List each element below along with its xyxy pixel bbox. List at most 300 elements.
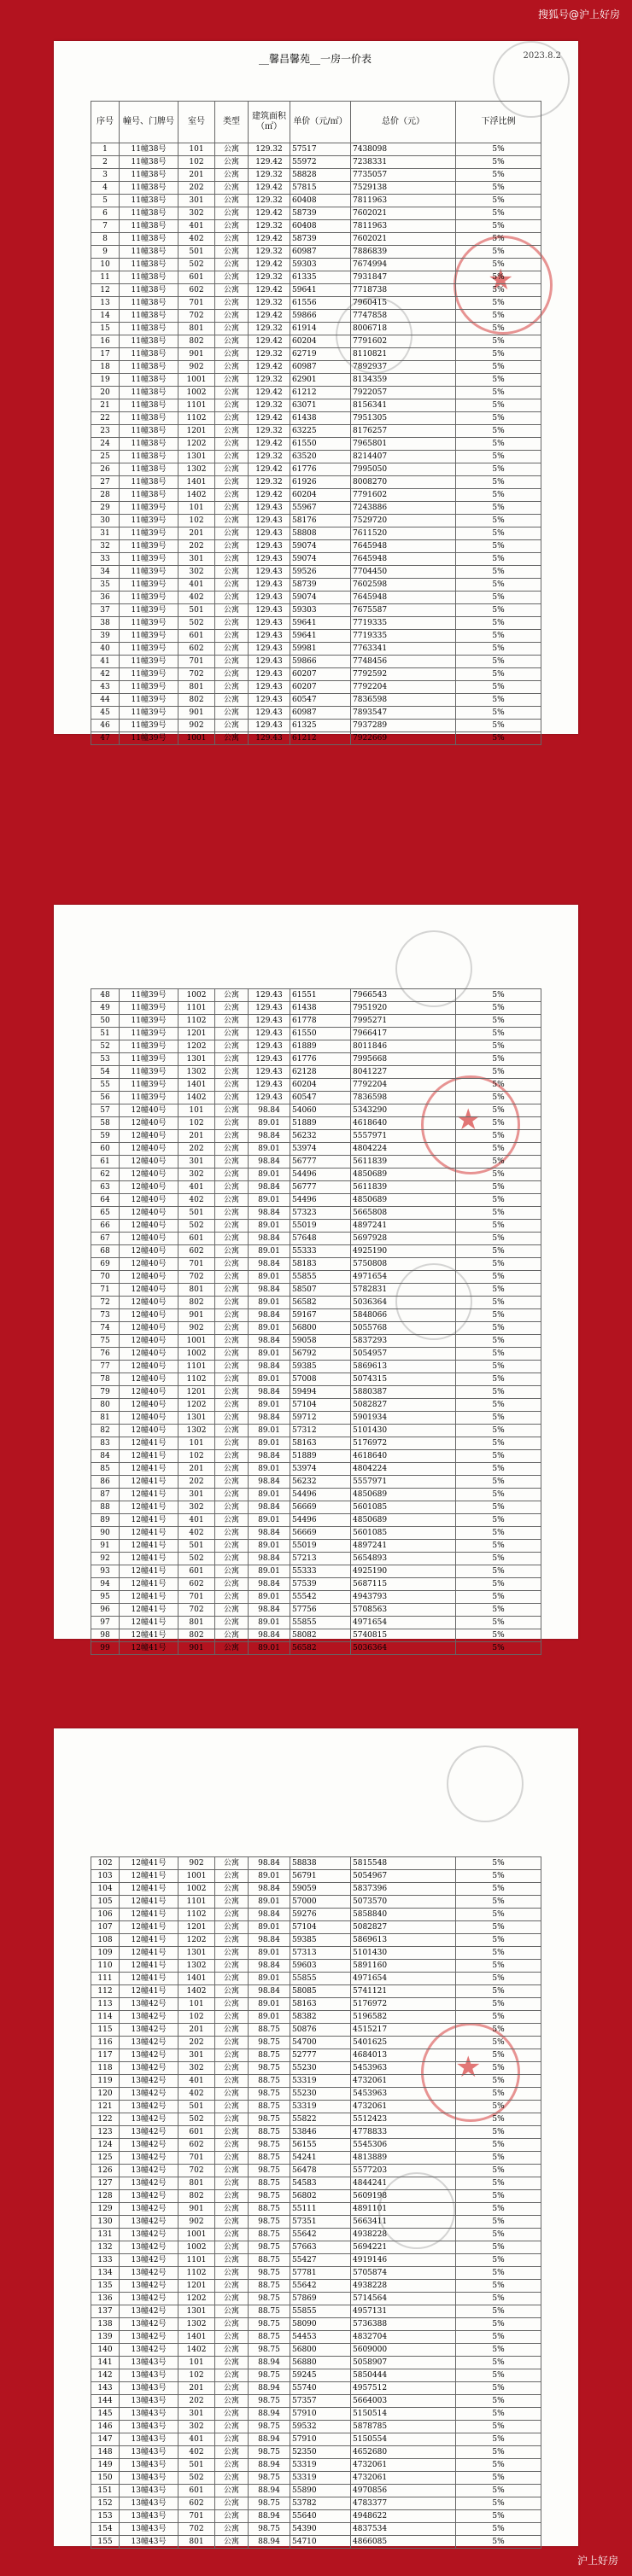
cell-area: 98.75 xyxy=(249,2139,290,2152)
cell-building: 12幢41号 xyxy=(120,1629,178,1642)
cell-building: 11幢39号 xyxy=(120,553,178,566)
cell-type: 公寓 xyxy=(215,1092,249,1104)
cell-total-price: 5665808 xyxy=(351,1207,456,1220)
cell-total-price: 7791602 xyxy=(351,489,456,502)
cell-discount: 5% xyxy=(456,2113,541,2126)
cell-total-price: 4732061 xyxy=(351,2459,456,2472)
cell-building: 13幢42号 xyxy=(120,2024,178,2037)
cell-discount: 5% xyxy=(456,2075,541,2088)
cell-room: 1401 xyxy=(178,2331,215,2344)
cell-area: 98.84 xyxy=(249,1909,290,1921)
cell-building: 12幢41号 xyxy=(120,1476,178,1489)
cell-building: 13幢42号 xyxy=(120,2088,178,2101)
document-title: __馨昌馨苑__一房一价表 xyxy=(259,53,372,65)
cell-type: 公寓 xyxy=(215,2241,249,2254)
cell-index: 129 xyxy=(91,2203,120,2216)
cell-index: 83 xyxy=(91,1437,120,1450)
cell-type: 公寓 xyxy=(215,476,249,489)
cell-building: 11幢38号 xyxy=(120,412,178,425)
cell-total-price: 5878785 xyxy=(351,2421,456,2433)
cell-building: 13幢43号 xyxy=(120,2497,178,2510)
cell-area: 129.43 xyxy=(249,515,290,527)
cell-index: 39 xyxy=(91,630,120,643)
cell-total-price: 4837534 xyxy=(351,2523,456,2536)
cell-area: 98.84 xyxy=(249,1883,290,1896)
cell-building: 11幢38号 xyxy=(120,156,178,169)
table-row xyxy=(91,1909,541,1921)
cell-room: 402 xyxy=(178,2088,215,2101)
cell-building: 12幢40号 xyxy=(120,1117,178,1130)
cell-area: 89.01 xyxy=(249,1591,290,1604)
cell-discount: 5% xyxy=(456,271,541,284)
cell-discount: 5% xyxy=(456,502,541,515)
cell-area: 129.42 xyxy=(249,438,290,451)
cell-type: 公寓 xyxy=(215,310,249,323)
cell-discount: 5% xyxy=(456,1002,541,1015)
cell-room: 502 xyxy=(178,1553,215,1565)
cell-room: 1302 xyxy=(178,2318,215,2331)
cell-total-price: 4618640 xyxy=(351,1450,456,1463)
cell-type: 公寓 xyxy=(215,2113,249,2126)
cell-type: 公寓 xyxy=(215,246,249,259)
cell-type: 公寓 xyxy=(215,668,249,681)
cell-area: 129.42 xyxy=(249,463,290,476)
cell-unit-price: 58183 xyxy=(290,1258,351,1271)
cell-room: 101 xyxy=(178,2357,215,2369)
cell-discount: 5% xyxy=(456,2139,541,2152)
table-row xyxy=(91,515,541,527)
cell-total-price: 7645948 xyxy=(351,553,456,566)
cell-area: 98.75 xyxy=(249,2241,290,2254)
cell-index: 84 xyxy=(91,1450,120,1463)
cell-discount: 5% xyxy=(456,1335,541,1348)
cell-index: 25 xyxy=(91,451,120,463)
cell-index: 43 xyxy=(91,681,120,694)
cell-discount: 5% xyxy=(456,1909,541,1921)
cell-type: 公寓 xyxy=(215,1896,249,1909)
cell-discount: 5% xyxy=(456,2472,541,2485)
cell-discount: 5% xyxy=(456,1896,541,1909)
cell-total-price: 5815548 xyxy=(351,1857,456,1870)
cell-area: 89.01 xyxy=(249,1399,290,1412)
cell-index: 59 xyxy=(91,1130,120,1143)
table-row xyxy=(91,246,541,259)
cell-type: 公寓 xyxy=(215,425,249,438)
cell-total-price: 7238331 xyxy=(351,156,456,169)
cell-room: 602 xyxy=(178,1245,215,1258)
cell-total-price: 4948622 xyxy=(351,2510,456,2523)
cell-building: 12幢40号 xyxy=(120,1194,178,1207)
cell-building: 11幢39号 xyxy=(120,1002,178,1015)
table-row xyxy=(91,1973,541,1985)
cell-discount: 5% xyxy=(456,1476,541,1489)
cell-unit-price: 55542 xyxy=(290,1591,351,1604)
cell-building: 12幢40号 xyxy=(120,1335,178,1348)
cell-index: 112 xyxy=(91,1985,120,1998)
cell-building: 11幢39号 xyxy=(120,1092,178,1104)
table-row xyxy=(91,2472,541,2485)
cell-building: 12幢41号 xyxy=(120,1604,178,1617)
cell-total-price: 8214407 xyxy=(351,451,456,463)
cell-index: 21 xyxy=(91,399,120,412)
cell-index: 102 xyxy=(91,1857,120,1870)
cell-room: 1001 xyxy=(178,1335,215,1348)
cell-discount: 5% xyxy=(456,1960,541,1973)
cell-building: 13幢42号 xyxy=(120,2229,178,2241)
cell-index: 86 xyxy=(91,1476,120,1489)
cell-unit-price: 61550 xyxy=(290,438,351,451)
cell-unit-price: 59385 xyxy=(290,1361,351,1373)
table-row xyxy=(91,1271,541,1284)
table-row xyxy=(91,579,541,592)
cell-type: 公寓 xyxy=(215,1514,249,1527)
cell-unit-price: 54583 xyxy=(290,2177,351,2190)
cell-index: 115 xyxy=(91,2024,120,2037)
cell-total-price: 4804224 xyxy=(351,1143,456,1156)
cell-building: 11幢39号 xyxy=(120,681,178,694)
cell-room: 1402 xyxy=(178,489,215,502)
cell-index: 70 xyxy=(91,1271,120,1284)
cell-building: 11幢38号 xyxy=(120,361,178,374)
cell-discount: 5% xyxy=(456,2024,541,2037)
cell-room: 1301 xyxy=(178,1947,215,1960)
cell-room: 902 xyxy=(178,2216,215,2229)
cell-area: 98.75 xyxy=(249,2113,290,2126)
cell-total-price: 5054957 xyxy=(351,1348,456,1361)
cell-room: 202 xyxy=(178,1476,215,1489)
cell-area: 129.43 xyxy=(249,1002,290,1015)
cell-unit-price: 60207 xyxy=(290,681,351,694)
table-row xyxy=(91,681,541,694)
cell-building: 11幢38号 xyxy=(120,463,178,476)
cell-discount: 5% xyxy=(456,1883,541,1896)
cell-area: 129.32 xyxy=(249,143,290,156)
cell-type: 公寓 xyxy=(215,1309,249,1322)
cell-area: 129.42 xyxy=(249,412,290,425)
cell-area: 89.01 xyxy=(249,1143,290,1156)
cell-index: 41 xyxy=(91,656,120,668)
cell-room: 702 xyxy=(178,310,215,323)
cell-room: 402 xyxy=(178,1527,215,1540)
cell-discount: 5% xyxy=(456,1245,541,1258)
table-row xyxy=(91,656,541,668)
cell-building: 12幢41号 xyxy=(120,1463,178,1476)
cell-room: 1201 xyxy=(178,425,215,438)
cell-building: 12幢41号 xyxy=(120,1934,178,1947)
cell-index: 133 xyxy=(91,2254,120,2267)
cell-discount: 5% xyxy=(456,1169,541,1181)
cell-building: 11幢38号 xyxy=(120,489,178,502)
cell-room: 202 xyxy=(178,1143,215,1156)
cell-discount: 5% xyxy=(456,1540,541,1553)
cell-index: 154 xyxy=(91,2523,120,2536)
table-row xyxy=(91,169,541,182)
cell-total-price: 5869613 xyxy=(351,1361,456,1373)
cell-room: 601 xyxy=(178,2126,215,2139)
cell-unit-price: 60987 xyxy=(290,361,351,374)
cell-area: 129.43 xyxy=(249,579,290,592)
table-row xyxy=(91,2485,541,2497)
cell-building: 11幢38号 xyxy=(120,323,178,335)
cell-type: 公寓 xyxy=(215,2497,249,2510)
cell-area: 88.75 xyxy=(249,2331,290,2344)
cell-unit-price: 58163 xyxy=(290,1437,351,1450)
cell-area: 129.32 xyxy=(249,374,290,387)
cell-type: 公寓 xyxy=(215,387,249,399)
cell-discount: 5% xyxy=(456,2126,541,2139)
cell-discount: 5% xyxy=(456,2101,541,2113)
cell-room: 602 xyxy=(178,2497,215,2510)
cell-discount: 5% xyxy=(456,553,541,566)
cell-discount: 5% xyxy=(456,1527,541,1540)
cell-type: 公寓 xyxy=(215,374,249,387)
cell-discount: 5% xyxy=(456,707,541,720)
cell-index: 37 xyxy=(91,604,120,617)
cell-building: 13幢42号 xyxy=(120,2126,178,2139)
cell-area: 89.01 xyxy=(249,1870,290,1883)
cell-room: 901 xyxy=(178,707,215,720)
cell-room: 701 xyxy=(178,2510,215,2523)
cell-type: 公寓 xyxy=(215,553,249,566)
cell-index: 118 xyxy=(91,2062,120,2075)
cell-discount: 5% xyxy=(456,1565,541,1578)
cell-total-price: 4618640 xyxy=(351,1117,456,1130)
cell-total-price: 5036364 xyxy=(351,1642,456,1655)
cell-type: 公寓 xyxy=(215,707,249,720)
cell-type: 公寓 xyxy=(215,1322,249,1335)
cell-unit-price: 57910 xyxy=(290,2408,351,2421)
table-row xyxy=(91,2075,541,2088)
cell-room: 401 xyxy=(178,579,215,592)
cell-area: 129.42 xyxy=(249,387,290,399)
cell-index: 18 xyxy=(91,361,120,374)
table-row xyxy=(91,1092,541,1104)
table-row xyxy=(91,2523,541,2536)
cell-index: 2 xyxy=(91,156,120,169)
cell-area: 98.75 xyxy=(249,2344,290,2357)
cell-discount: 5% xyxy=(456,182,541,195)
cell-room: 901 xyxy=(178,1642,215,1655)
table-row xyxy=(91,2049,541,2062)
cell-room: 801 xyxy=(178,2177,215,2190)
cell-total-price: 7922057 xyxy=(351,387,456,399)
cell-room: 102 xyxy=(178,2369,215,2382)
cell-discount: 5% xyxy=(456,2510,541,2523)
cell-total-price: 4938228 xyxy=(351,2229,456,2241)
table-row xyxy=(91,1934,541,1947)
cell-unit-price: 59866 xyxy=(290,310,351,323)
cell-type: 公寓 xyxy=(215,1117,249,1130)
cell-total-price: 7792204 xyxy=(351,1079,456,1092)
cell-building: 12幢41号 xyxy=(120,1565,178,1578)
cell-type: 公寓 xyxy=(215,1642,249,1655)
cell-total-price: 8176257 xyxy=(351,425,456,438)
table-row xyxy=(91,1883,541,1896)
cell-room: 1002 xyxy=(178,1348,215,1361)
cell-building: 11幢38号 xyxy=(120,451,178,463)
cell-total-price: 4515217 xyxy=(351,2024,456,2037)
cell-room: 1102 xyxy=(178,1373,215,1386)
cell-type: 公寓 xyxy=(215,451,249,463)
table-row xyxy=(91,1501,541,1514)
cell-area: 98.75 xyxy=(249,2497,290,2510)
cell-room: 501 xyxy=(178,1207,215,1220)
cell-total-price: 7995668 xyxy=(351,1053,456,1066)
cell-room: 1301 xyxy=(178,1053,215,1066)
table-row xyxy=(91,1207,541,1220)
cell-building: 12幢41号 xyxy=(120,1921,178,1934)
cell-unit-price: 55019 xyxy=(290,1220,351,1233)
cell-discount: 5% xyxy=(456,1591,541,1604)
cell-type: 公寓 xyxy=(215,1348,249,1361)
table-row xyxy=(91,1156,541,1169)
cell-type: 公寓 xyxy=(215,2216,249,2229)
header-room: 室号 xyxy=(178,102,215,143)
cell-index: 108 xyxy=(91,1934,120,1947)
cell-area: 98.75 xyxy=(249,2165,290,2177)
cell-total-price: 7792204 xyxy=(351,681,456,694)
cell-type: 公寓 xyxy=(215,489,249,502)
cell-discount: 5% xyxy=(456,2446,541,2459)
cell-type: 公寓 xyxy=(215,2267,249,2280)
cell-total-price: 4957512 xyxy=(351,2382,456,2395)
cell-building: 12幢40号 xyxy=(120,1130,178,1143)
cell-type: 公寓 xyxy=(215,1143,249,1156)
cell-discount: 5% xyxy=(456,1870,541,1883)
cell-unit-price: 57663 xyxy=(290,2241,351,2254)
cell-discount: 5% xyxy=(456,1028,541,1040)
cell-unit-price: 60987 xyxy=(290,246,351,259)
cell-index: 127 xyxy=(91,2177,120,2190)
cell-total-price: 7966417 xyxy=(351,1028,456,1040)
cell-area: 89.01 xyxy=(249,1437,290,1450)
cell-area: 98.84 xyxy=(249,1934,290,1947)
cell-total-price: 4844241 xyxy=(351,2177,456,2190)
cell-index: 72 xyxy=(91,1297,120,1309)
header-unit-price: 单价（元/㎡） xyxy=(290,102,351,143)
cell-unit-price: 61926 xyxy=(290,476,351,489)
cell-type: 公寓 xyxy=(215,502,249,515)
table-row xyxy=(91,2305,541,2318)
cell-unit-price: 55642 xyxy=(290,2229,351,2241)
cell-area: 98.84 xyxy=(249,1476,290,1489)
cell-discount: 5% xyxy=(456,1297,541,1309)
cell-index: 119 xyxy=(91,2075,120,2088)
table-row xyxy=(91,182,541,195)
table-row xyxy=(91,2369,541,2382)
cell-building: 12幢40号 xyxy=(120,1425,178,1437)
cell-room: 202 xyxy=(178,2037,215,2049)
table-row xyxy=(91,566,541,579)
cell-discount: 5% xyxy=(456,2357,541,2369)
cell-index: 90 xyxy=(91,1527,120,1540)
cell-unit-price: 61778 xyxy=(290,1015,351,1028)
cell-unit-price: 57517 xyxy=(290,143,351,156)
cell-index: 121 xyxy=(91,2101,120,2113)
cell-index: 45 xyxy=(91,707,120,720)
cell-area: 89.01 xyxy=(249,1565,290,1578)
cell-index: 79 xyxy=(91,1386,120,1399)
cell-total-price: 4938228 xyxy=(351,2280,456,2293)
cell-index: 57 xyxy=(91,1104,120,1117)
table-row xyxy=(91,989,541,1002)
cell-unit-price: 61212 xyxy=(290,387,351,399)
cell-index: 85 xyxy=(91,1463,120,1476)
cell-discount: 5% xyxy=(456,1181,541,1194)
cell-room: 1201 xyxy=(178,2280,215,2293)
cell-room: 1201 xyxy=(178,1028,215,1040)
cell-index: 143 xyxy=(91,2382,120,2395)
cell-total-price: 4732061 xyxy=(351,2101,456,2113)
cell-type: 公寓 xyxy=(215,2254,249,2267)
cell-building: 13幢42号 xyxy=(120,2037,178,2049)
cell-unit-price: 51889 xyxy=(290,1117,351,1130)
cell-total-price: 5891160 xyxy=(351,1960,456,1973)
table-row xyxy=(91,438,541,451)
cell-type: 公寓 xyxy=(215,2523,249,2536)
cell-total-price: 4919146 xyxy=(351,2254,456,2267)
cell-total-price: 8011846 xyxy=(351,1040,456,1053)
cell-total-price: 4925190 xyxy=(351,1245,456,1258)
cell-total-price: 7718738 xyxy=(351,284,456,297)
table-row xyxy=(91,2113,541,2126)
cell-index: 23 xyxy=(91,425,120,438)
cell-type: 公寓 xyxy=(215,2011,249,2024)
cell-total-price: 8006718 xyxy=(351,323,456,335)
cell-type: 公寓 xyxy=(215,2433,249,2446)
cell-discount: 5% xyxy=(456,2382,541,2395)
table-row xyxy=(91,1591,541,1604)
cell-total-price: 7747858 xyxy=(351,310,456,323)
cell-total-price: 7675587 xyxy=(351,604,456,617)
cell-building: 13幢42号 xyxy=(120,2062,178,2075)
table-row xyxy=(91,156,541,169)
price-sheet-page-2 xyxy=(54,905,578,1652)
cell-total-price: 5782831 xyxy=(351,1284,456,1297)
cell-room: 1401 xyxy=(178,1079,215,1092)
table-row xyxy=(91,1870,541,1883)
cell-total-price: 7602021 xyxy=(351,207,456,220)
cell-unit-price: 57104 xyxy=(290,1921,351,1934)
cell-area: 88.75 xyxy=(249,2177,290,2190)
cell-building: 11幢38号 xyxy=(120,182,178,195)
cell-area: 98.84 xyxy=(249,1156,290,1169)
cell-room: 602 xyxy=(178,1578,215,1591)
cell-type: 公寓 xyxy=(215,284,249,297)
table-row xyxy=(91,2126,541,2139)
cell-room: 702 xyxy=(178,2165,215,2177)
cell-area: 129.32 xyxy=(249,399,290,412)
cell-area: 98.84 xyxy=(249,1501,290,1514)
cell-unit-price: 58090 xyxy=(290,2318,351,2331)
cell-type: 公寓 xyxy=(215,2139,249,2152)
cell-total-price: 5557971 xyxy=(351,1476,456,1489)
cell-area: 129.43 xyxy=(249,1040,290,1053)
cell-total-price: 5611839 xyxy=(351,1156,456,1169)
cell-index: 155 xyxy=(91,2536,120,2549)
cell-total-price: 5150554 xyxy=(351,2433,456,2446)
cell-index: 107 xyxy=(91,1921,120,1934)
table-row xyxy=(91,1412,541,1425)
table-row xyxy=(91,1399,541,1412)
cell-total-price: 7995271 xyxy=(351,1015,456,1028)
cell-total-price: 5654893 xyxy=(351,1553,456,1565)
cell-index: 14 xyxy=(91,310,120,323)
cell-area: 129.43 xyxy=(249,668,290,681)
cell-type: 公寓 xyxy=(215,527,249,540)
cell-type: 公寓 xyxy=(215,2177,249,2190)
table-row xyxy=(91,2408,541,2421)
